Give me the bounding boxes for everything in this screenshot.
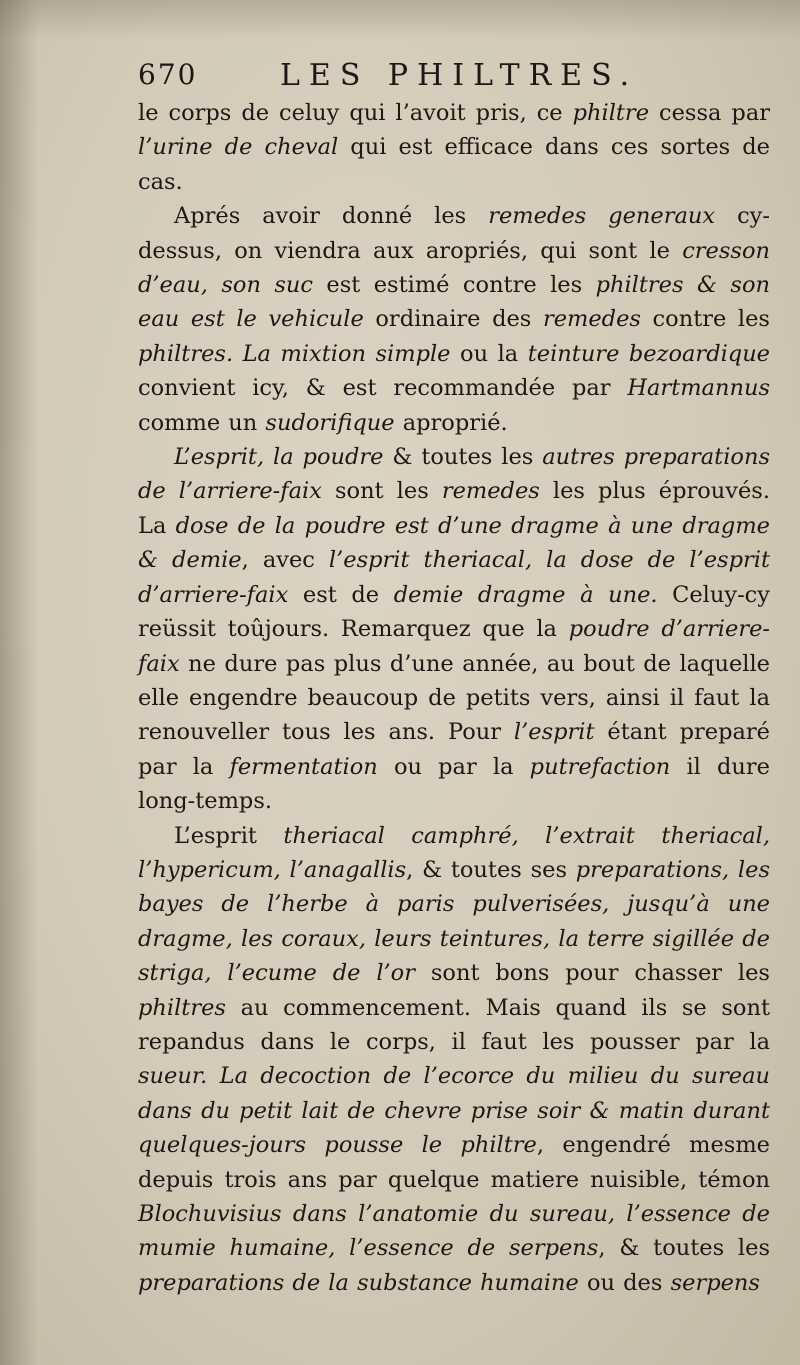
italic-text-run: remedes generaux [488, 203, 716, 230]
italic-text-run: l’esprit theriacal, la dose de l’esprit d’arriere-faix [138, 547, 771, 608]
italic-text-run: remedes [542, 306, 641, 333]
text-run: ordinaire des [363, 306, 543, 333]
italic-text-run: sueur. La decoction de l’ecorce du milieu du sureau dans du petit lait de chevre prise soir & matin durant quelques-jours pousse le philtre [138, 1063, 770, 1159]
italic-text-run: philtre [572, 100, 650, 126]
text-run: , engendré mesme depuis trois ans par quelque matiere nuisible, témon [138, 1132, 771, 1193]
text-run: sont les [321, 478, 442, 505]
text-run: contre les [640, 306, 770, 333]
text-run: Celuy-cy reüssit toûjours. Remarquez que la [138, 581, 770, 643]
italic-text-run: philtres [138, 994, 226, 1021]
text-run: L’esprit [174, 822, 284, 849]
text-run: le corps de celuy qui l’avoit pris, ce [138, 100, 573, 126]
page-header [138, 58, 768, 98]
italic-text-run: cresson d’eau, son suc [138, 237, 770, 299]
running-title: LES PHILTRES. [280, 58, 639, 93]
italic-text-run: Blochuvisius dans l’anatomie du sureau, l’essence de mumie humaine, l’essence de serpens [138, 1201, 770, 1262]
text-run: ou la [450, 340, 528, 367]
italic-text-run: teinture bezoardique [527, 340, 771, 367]
italic-text-run: preparations de la substance humaine [138, 1269, 579, 1296]
italic-text-run: poudre d’arriere-faix [138, 616, 770, 677]
italic-text-run: autres preparations de l’arriere-faix [138, 444, 770, 505]
text-run: ou des [578, 1269, 671, 1296]
text-run: ne dure pas plus d’une année, au bout de laquelle elle engendre beaucoup de petits vers, ainsi il faut la renouveller tous les ans. Pour [138, 650, 770, 746]
text-run: , & toutes les [598, 1235, 770, 1262]
top-edge-shadow [0, 0, 800, 40]
text-run: convient icy, & est recommandée par [138, 375, 628, 402]
italic-text-run: demie dragme à une. [393, 581, 658, 608]
text-run: cy-dessus, on viendra aux aropriés, qui sont le [138, 203, 770, 264]
paragraph [138, 440, 770, 818]
text-run: étant preparé par la [138, 719, 770, 780]
text-run: qui est efficace dans ces sortes de cas. [138, 134, 770, 195]
italic-text-run: theriacal camphré, l’extrait theriacal, l’hypericum, l’anagallis [138, 822, 770, 883]
paragraph [138, 199, 770, 440]
text-run: au commencement. Mais quand ils se sont repandus dans le corps, il faut les pousser par la [138, 994, 770, 1055]
italic-text-run: philtres & son eau est le vehicule [138, 272, 770, 333]
text-run: , & toutes ses [406, 856, 576, 883]
italic-text-run: fermentation [229, 753, 378, 780]
gutter-shadow [0, 0, 38, 1365]
italic-text-run: putrefaction [529, 753, 671, 780]
italic-text-run: Hartmannus [627, 375, 770, 402]
text-run: les plus éprouvés. La [138, 478, 771, 539]
text-run: ou par la [377, 753, 530, 780]
text-run: comme un [138, 409, 266, 436]
italic-text-run: remedes [441, 478, 540, 505]
text-run: sont bons pour chasser les [414, 960, 770, 987]
text-run: cessa par [649, 100, 770, 126]
text-run: Aprés avoir donné les [174, 203, 489, 230]
italic-text-run: L’esprit, la poudre [174, 444, 384, 471]
italic-text-run: preparations, les bayes de l’herbe à paris pulverisées, jusqu’à une dragme, les coraux, leurs teintures, la terre sigillée de striga, l’ecume de l’or [138, 856, 770, 987]
italic-text-run: l’esprit [513, 719, 595, 746]
text-run: , avec [241, 547, 329, 574]
italic-text-run: dose de la poudre est d’une dragme à une dragme & demie [138, 512, 770, 574]
text-run: il dure long-temps. [138, 753, 770, 815]
italic-text-run: serpens [670, 1269, 760, 1296]
text-run: aproprié. [394, 409, 508, 436]
paragraph [138, 819, 770, 1301]
page-number: 670 [138, 58, 198, 91]
text-run: est estimé contre les [313, 272, 596, 299]
text-run: & toutes les [383, 444, 543, 471]
text-run: est de [288, 581, 394, 608]
italic-text-run: l’urine de cheval [138, 134, 339, 161]
body-text [138, 96, 770, 1300]
italic-text-run: philtres. La mixtion simple [138, 340, 451, 367]
paragraph [138, 96, 770, 199]
italic-text-run: sudorifique [265, 409, 395, 436]
